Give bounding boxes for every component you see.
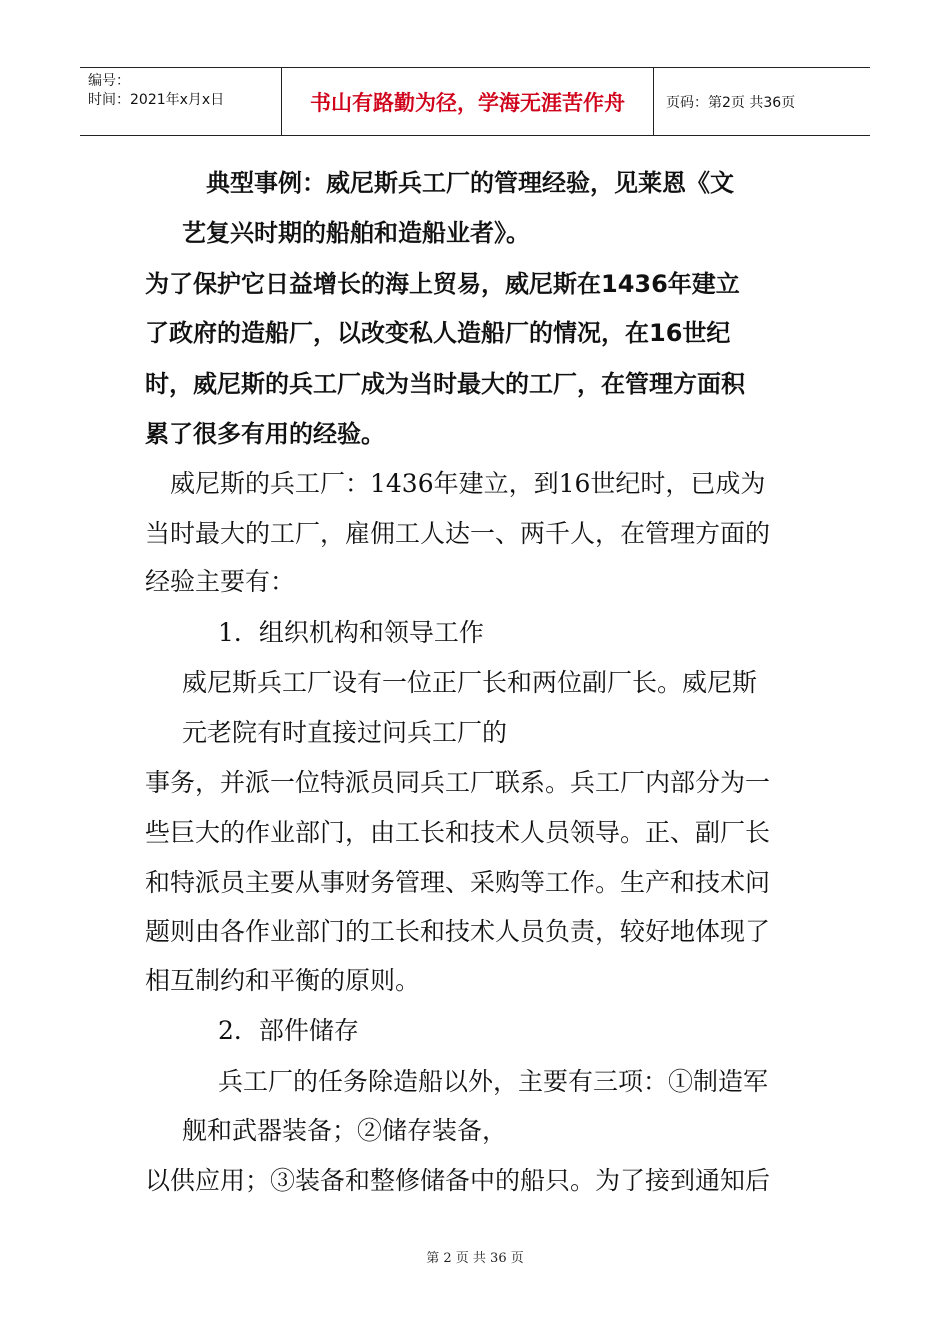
text-line: 艺复兴时期的船舶和造船业者》。 xyxy=(182,219,530,247)
motto: 书山有路勤为径，学海无涯苦作舟 xyxy=(282,68,654,135)
text-line: 相互制约和平衡的原则。 xyxy=(145,966,421,995)
text-line: 题则由各作业部门的工长和技术人员负责，较好地体现了 xyxy=(145,917,771,946)
section-heading: 2．部件储存 xyxy=(218,1016,359,1045)
text-line: 舰和武器装备；②储存装备， xyxy=(182,1116,508,1145)
text-line: 些巨大的作业部门，由工长和技术人员领导。正、副厂长 xyxy=(145,818,771,847)
text-line: 威尼斯的兵工厂：1436年建立，到16世纪时，已成为 xyxy=(170,469,766,498)
text-line: 为了保护它日益增长的海上贸易，威尼斯在1436年建立 xyxy=(145,270,740,298)
text-line: 经验主要有： xyxy=(145,567,296,596)
number-label: 编号： xyxy=(88,73,130,89)
text-line: 和特派员主要从事财务管理、采购等工作。生产和技术问 xyxy=(145,868,771,897)
text-line: 兵工厂的任务除造船以外，主要有三项：①制造军 xyxy=(218,1067,769,1096)
text-line: 时，威尼斯的兵工厂成为当时最大的工厂，在管理方面积 xyxy=(145,370,745,398)
text-line: 了政府的造船厂，以改变私人造船厂的情况，在16世纪 xyxy=(145,319,731,347)
text-line: 元老院有时直接过问兵工厂的 xyxy=(182,718,508,747)
time-label: 时间：2021年x月x日 xyxy=(88,92,225,108)
text-line: 威尼斯兵工厂设有一位正厂长和两位副厂长。威尼斯 xyxy=(182,668,758,697)
page-footer: 第 2 页 共 36 页 xyxy=(426,1251,524,1266)
text-line: 典型事例：威尼斯兵工厂的管理经验，见莱恩《文 xyxy=(206,169,734,197)
text-line: 当时最大的工厂，雇佣工人达一、两千人，在管理方面的 xyxy=(145,519,771,548)
header-table xyxy=(80,67,870,136)
header-meta-cell xyxy=(80,68,282,135)
text-line: 累了很多有用的经验。 xyxy=(145,420,385,448)
page-label: 页码：第2页 共36页 xyxy=(666,94,796,111)
text-line: 事务，并派一位特派员同兵工厂联系。兵工厂内部分为一 xyxy=(145,768,771,797)
text-line: 以供应用；③装备和整修储备中的船只。为了接到通知后 xyxy=(145,1166,771,1195)
section-heading: 1．组织机构和领导工作 xyxy=(218,618,484,647)
